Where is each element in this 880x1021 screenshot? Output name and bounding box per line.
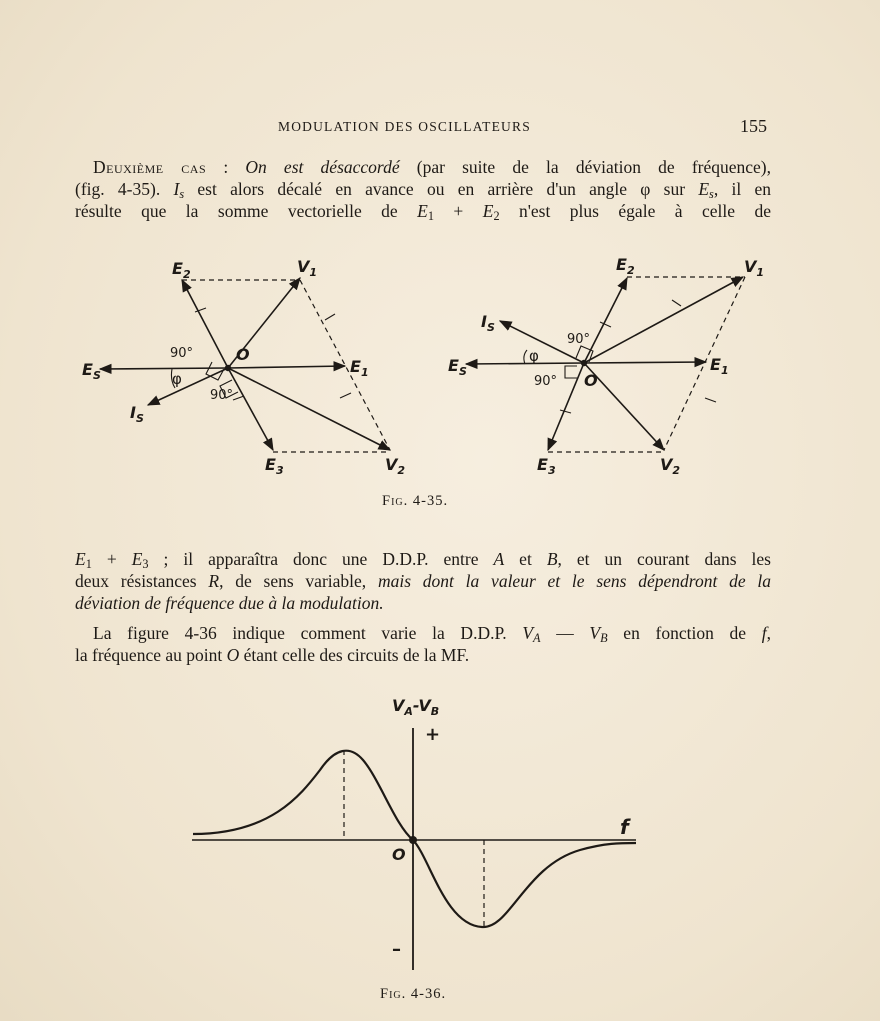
label-e2: $E_2$: [616, 255, 635, 277]
vector-e1: [584, 362, 706, 363]
minus-sign: –: [392, 939, 401, 960]
label-v1: $V_1$: [297, 257, 318, 279]
label-origin: O: [236, 345, 250, 364]
figure-caption-4-36: Fig. 4-36.: [380, 986, 447, 1002]
label-e3: $E_3$: [265, 455, 284, 477]
plus-sign: +: [425, 724, 441, 745]
label-v2: $V_2$: [660, 455, 681, 477]
label-angle-90-bottom: 90°: [210, 388, 234, 403]
label-e1: $E_1$: [710, 355, 729, 377]
origin-label: O: [392, 845, 406, 864]
label-e2: $E_2$: [172, 259, 191, 281]
fig-4-35-left-diagram: [100, 278, 390, 452]
label-angle-90-bottom: 90°: [534, 374, 558, 389]
text-line: (fig. 4-35). $I_s$ est alors décalé en avance ou en arrière d'un angle φ sur $E_s$, il en: [75, 179, 771, 200]
fig-4-35-right-diagram: [466, 277, 745, 452]
text-line: la fréquence au point O étant celle des circuits de la MF.: [75, 645, 470, 665]
label-phi: φ: [529, 347, 539, 365]
label-v1: $V_1$: [744, 257, 765, 279]
fig-4-36-labels: [392, 696, 631, 960]
origin-dot: [409, 836, 417, 844]
text-line: Deuxième cas : On est désaccordé (par suite de la déviation de fréquence),: [93, 157, 771, 177]
origin-dot: [581, 360, 587, 366]
label-origin: O: [584, 371, 598, 390]
figure-caption-4-35: Fig. 4-35.: [382, 493, 449, 509]
running-head: MODULATION DES OSCILLATEURS: [278, 119, 531, 134]
y-axis-label: $V_A-V_B$: [392, 696, 440, 718]
vector-e3: [228, 368, 273, 450]
fig-4-35-right-labels: [448, 255, 764, 477]
label-phi: φ: [172, 370, 182, 388]
label-v2: $V_2$: [385, 455, 406, 477]
phi-arc: [524, 350, 527, 364]
text-line: déviation de fréquence due à la modulation.: [75, 593, 384, 613]
tick-marks: [560, 300, 716, 413]
label-e1: $E_1$: [350, 357, 369, 379]
paragraph-ddp: [75, 548, 771, 614]
text-line: $E_1 + E_3$ ; il apparaîtra donc une D.D.P. entre A et B, et un courant dans les: [75, 549, 771, 570]
x-axis-label: f: [620, 815, 629, 839]
text-line: deux résistances R, de sens variable, mais dont la valeur et le sens dépendront de la: [75, 571, 771, 591]
fig-4-36-plot: [192, 728, 636, 970]
label-es: $E_S$: [82, 360, 101, 382]
label-is: $I_S$: [130, 403, 144, 425]
label-angle-90-top: 90°: [567, 332, 591, 347]
paragraph-figure-4-36: [75, 622, 771, 666]
page-number: 155: [740, 116, 767, 136]
label-angle-90-top: 90°: [170, 346, 194, 361]
tick-marks: [195, 308, 351, 400]
vector-e1: [228, 366, 345, 368]
vector-v1: [584, 277, 743, 363]
label-is: $I_S$: [481, 312, 495, 334]
text-line: La figure 4-36 indique comment varie la D.D.P. $V_A$ — $V_B$ en fonction de f,: [93, 623, 771, 644]
text-line: résulte que la somme vectorielle de $E_1 + E_2$ n'est plus égale à celle de: [75, 201, 771, 222]
label-e3: $E_3$: [537, 455, 556, 477]
label-es: $E_S$: [448, 356, 467, 378]
origin-dot: [225, 365, 231, 371]
vector-v2: [228, 368, 390, 450]
